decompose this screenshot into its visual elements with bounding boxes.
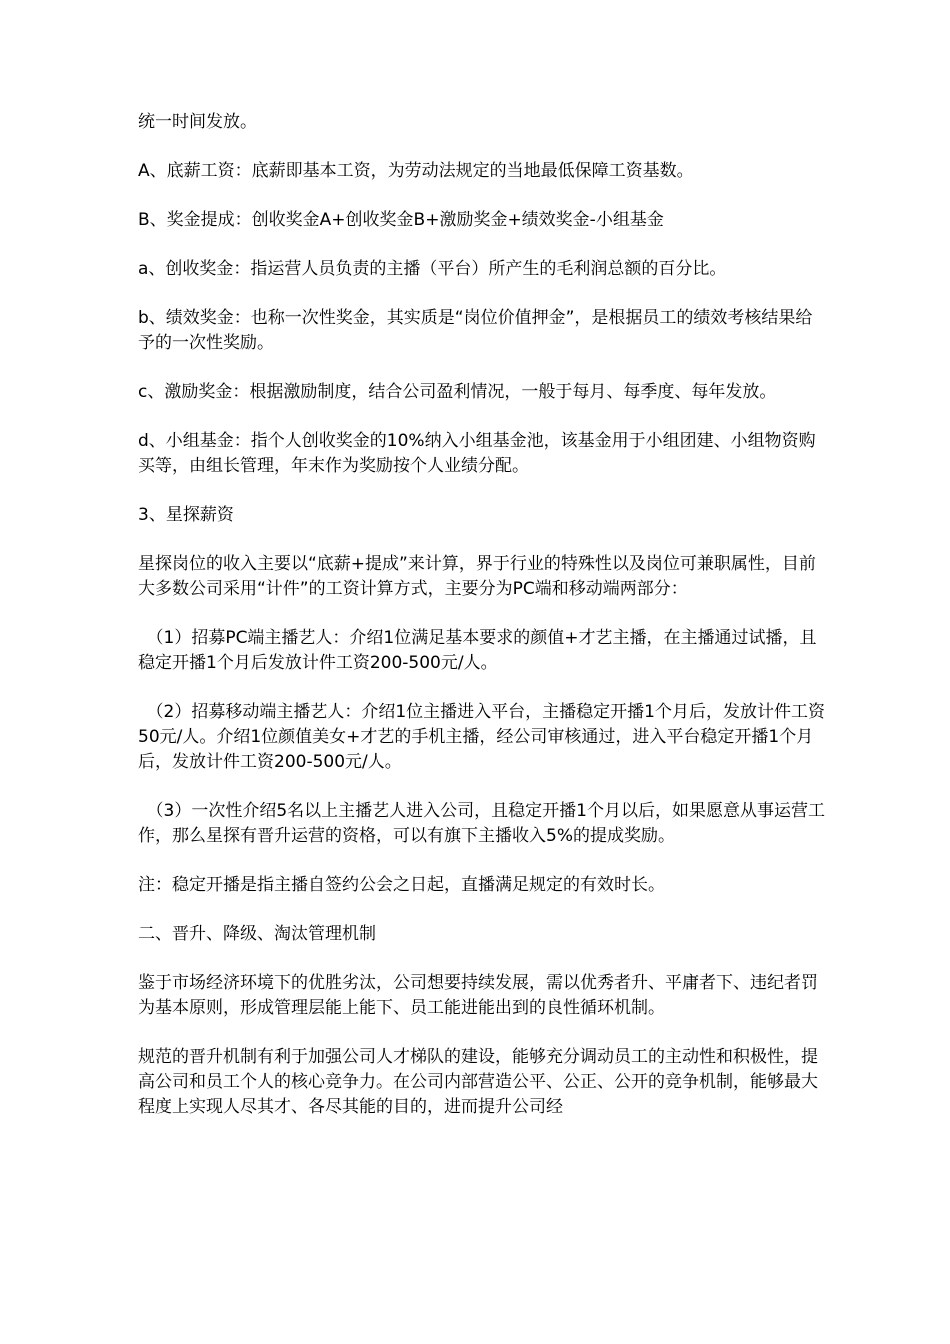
section-heading-promotion: 二、晋升、降级、淘汰管理机制 [138,924,376,944]
paragraph-group-fund: d、小组基金：指个人创收奖金的10%纳入小组基金池，该基金用于小组团建、小组物资购买等，由组长管理，年末作为奖励按个人业绩分配。 [138,431,816,476]
section-heading-scout-salary: 3、星探薪资 [138,505,234,525]
document-page [138,110,828,1144]
paragraph-distribution-time: 统一时间发放。 [138,112,257,132]
paragraph-scout-income: 星探岗位的收入主要以“底薪+提成”来计算，界于行业的特殊性以及岗位可兼职属性，目前大多数公司采用“计件”的工资计算方式，主要分为PC端和移动端两部分： [138,554,816,599]
paragraph-promotion-benefits: 规范的晋升机制有利于加强公司人才梯队的建设，能够充分调动员工的主动性和积极性，提高公司和员工个人的核心竞争力。在公司内部营造公平、公正、公开的竞争机制，能够最大程度上实现人尽其才、各尽其能的目的，进而提升公司经 [138,1047,818,1117]
paragraph-note: 注：稳定开播是指主播自签约公会之日起，直播满足规定的有效时长。 [138,875,665,895]
list-item-mobile-recruit: （2）招募移动端主播艺人：介绍1位主播进入平台，主播稳定开播1个月后，发放计件工资50元/人。介绍1位颜值美女+才艺的手机主播，经公司审核通过，进入平台稳定开播1个月后，发放计件工资200-500元/人。 [138,702,825,772]
paragraph-revenue-bonus: a、创收奖金：指运营人员负责的主播（平台）所产生的毛利润总额的百分比。 [138,259,727,279]
paragraph-base-salary: A、底薪工资：底薪即基本工资，为劳动法规定的当地最低保障工资基数。 [138,161,694,181]
paragraph-performance-bonus: b、绩效奖金：也称一次性奖金，其实质是“岗位价值押金”，是根据员工的绩效考核结果给予的一次性奖励。 [138,308,813,353]
paragraph-promotion-principle: 鉴于市场经济环境下的优胜劣汰，公司想要持续发展，需以优秀者升、平庸者下、违纪者罚为基本原则，形成管理层能上能下、员工能进能出到的良性循环机制。 [138,973,818,1018]
list-item-bulk-recruit: （3）一次性介绍5名以上主播艺人进入公司，且稳定开播1个月以后，如果愿意从事运营工作，那么星探有晋升运营的资格，可以有旗下主播收入5%的提成奖励。 [138,801,825,846]
list-item-pc-recruit: （1）招募PC端主播艺人：介绍1位满足基本要求的颜值+才艺主播，在主播通过试播，且稳定开播1个月后发放计件工资200-500元/人。 [138,628,817,673]
paragraph-incentive-bonus: c、激励奖金：根据激励制度，结合公司盈利情况，一般于每月、每季度、每年发放。 [138,382,777,402]
paragraph-bonus-commission: B、奖金提成：创收奖金A+创收奖金B+激励奖金+绩效奖金-小组基金 [138,210,664,230]
